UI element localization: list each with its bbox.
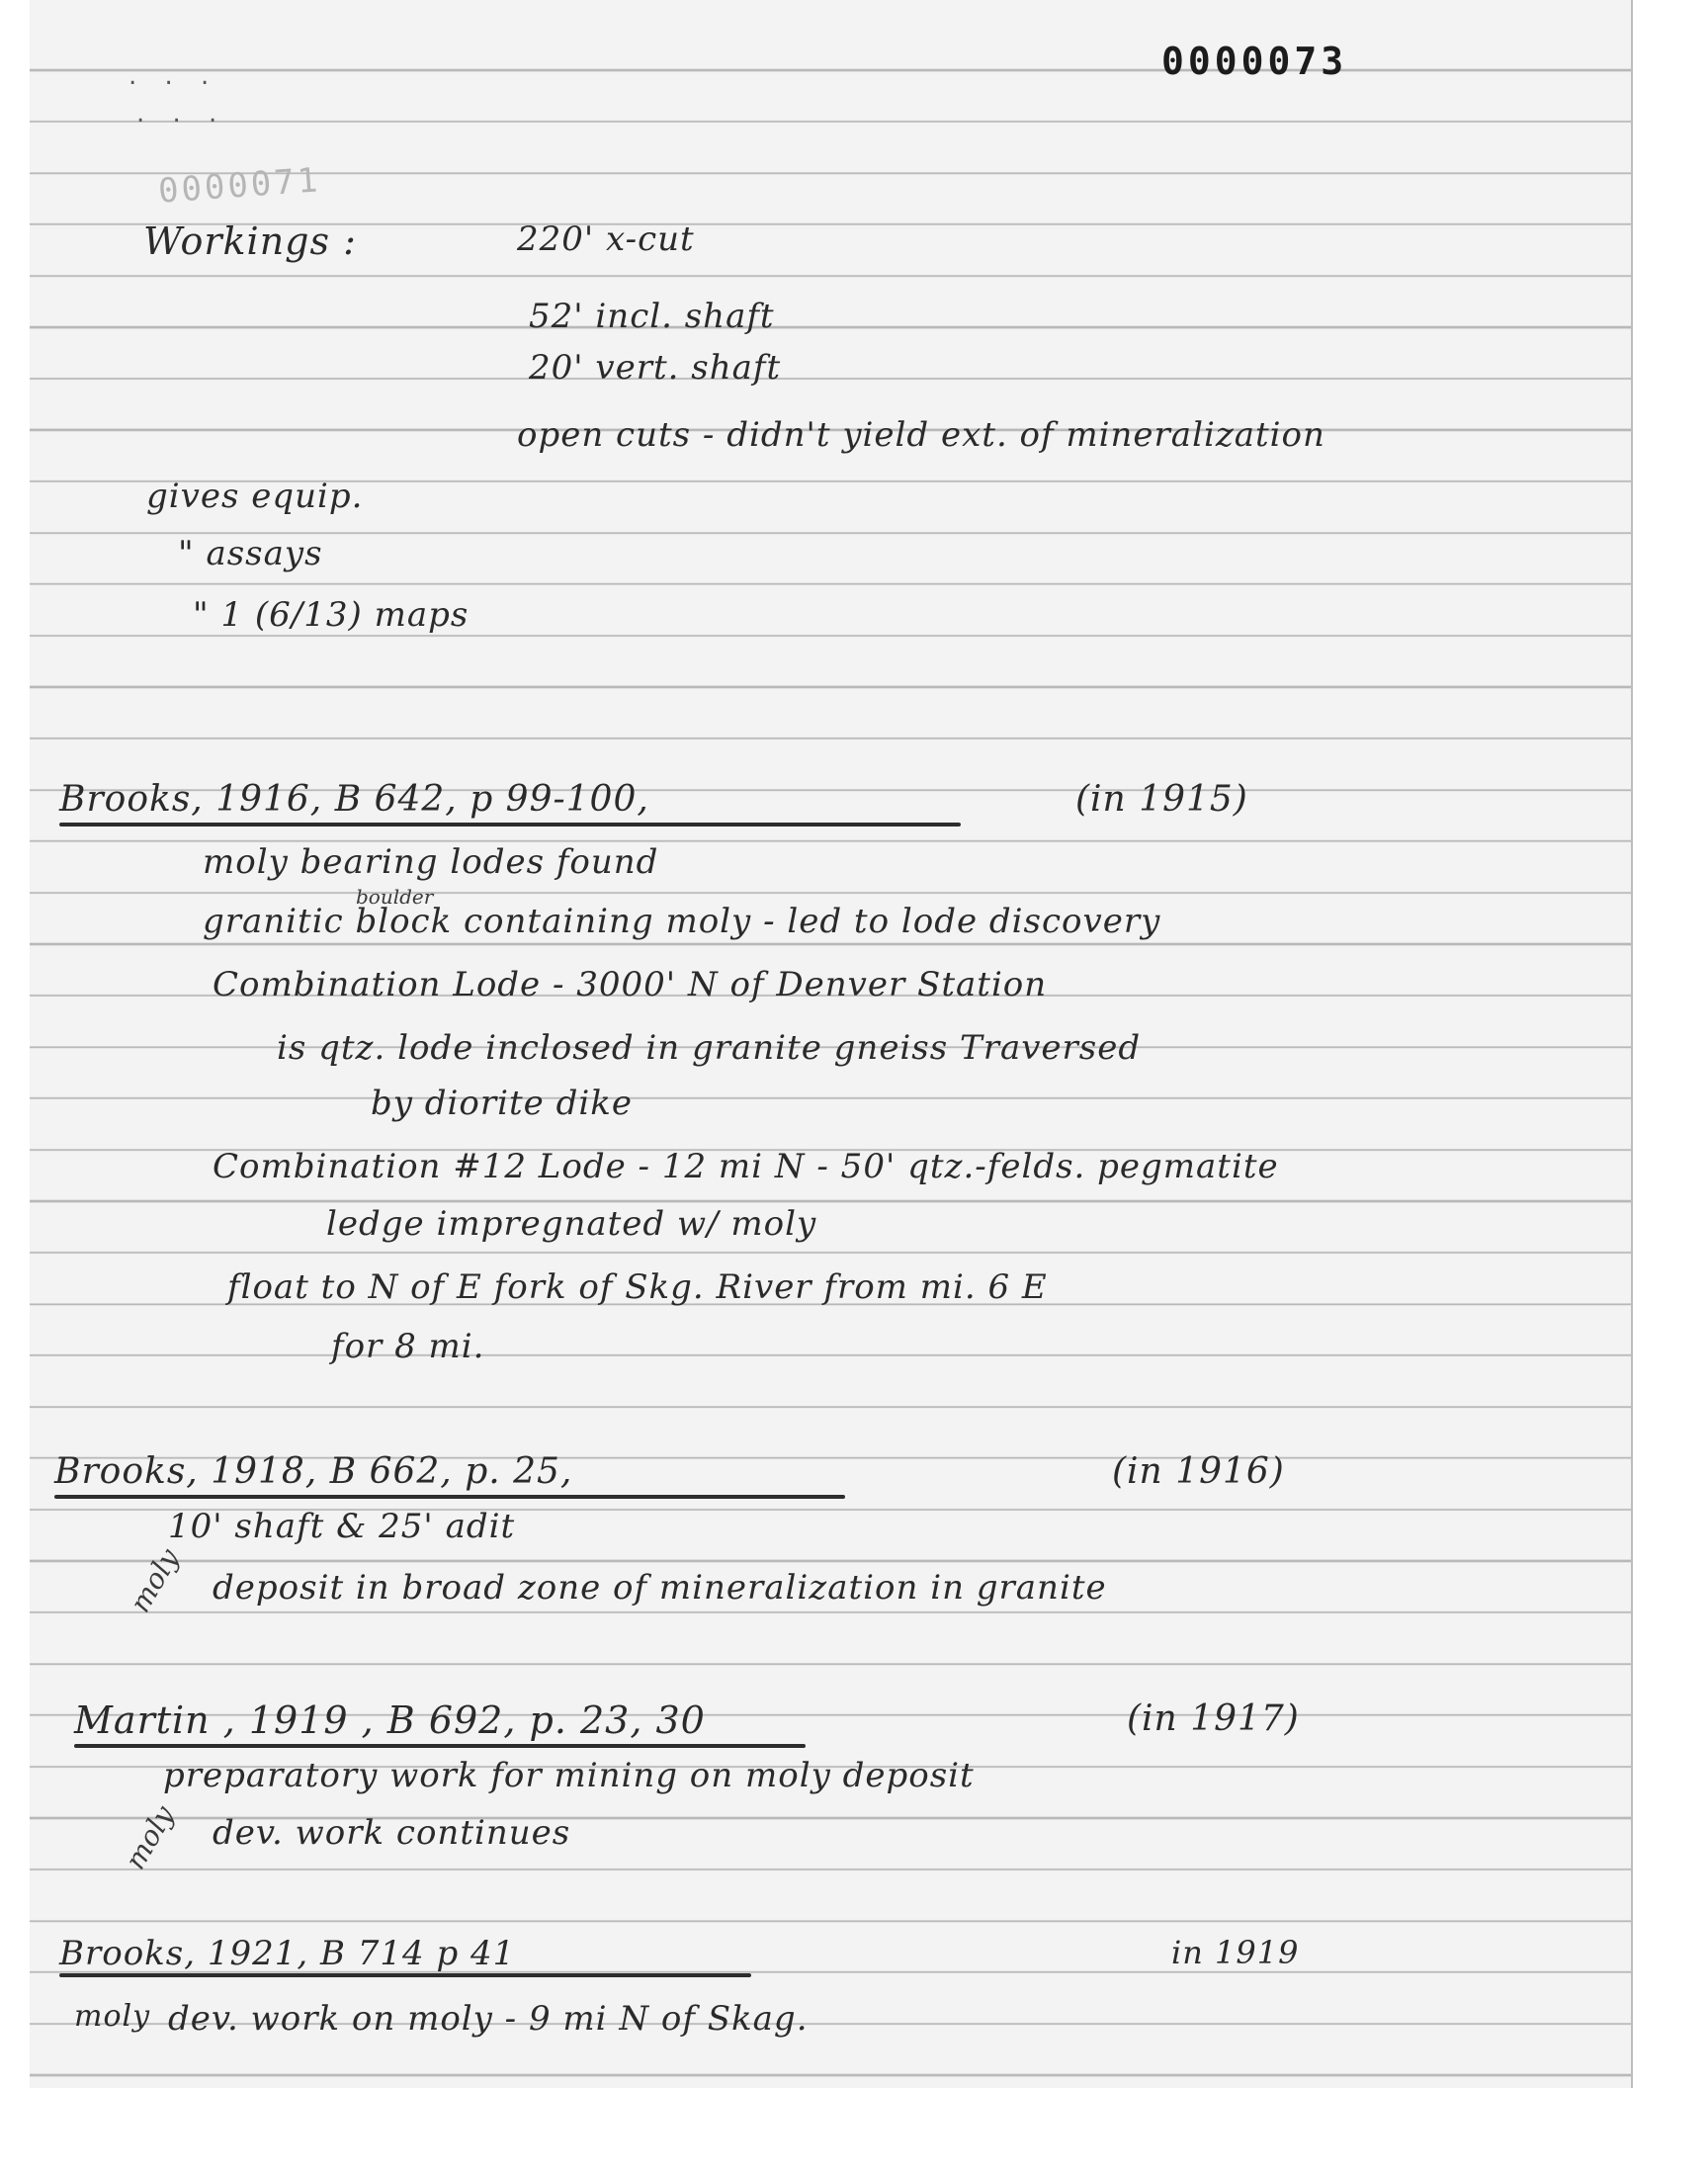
- notebook-page: [30, 0, 1631, 2088]
- citation-underline: [74, 1744, 806, 1748]
- workings-item: 220' x-cut: [517, 219, 695, 259]
- citation-year-note: in 1919: [1171, 1934, 1300, 1971]
- citation: Brooks, 1916, B 642, p 99-100,: [59, 779, 649, 820]
- citation-year-note: (in 1917): [1127, 1698, 1300, 1739]
- margin-note: moly: [124, 1542, 186, 1618]
- citation: Brooks, 1921, B 714 p 41: [59, 1934, 516, 1973]
- note-line: preparatory work for mining on moly deposit: [163, 1756, 975, 1795]
- note-line: granitic block containing moly - led to lode discovery: [203, 902, 1161, 941]
- page-number-stamp: 0000073: [1161, 40, 1348, 83]
- citation-underline: [54, 1495, 845, 1499]
- gives-line: " assays: [178, 534, 323, 573]
- corner-marks-2: . . .: [136, 99, 227, 129]
- citation: Martin , 1919 , B 692, p. 23, 30: [74, 1698, 706, 1742]
- note-line: ledge impregnated w/ moly: [326, 1204, 817, 1244]
- workings-label: Workings :: [143, 219, 357, 263]
- corner-marks: . . .: [128, 61, 219, 91]
- note-line: for 8 mi.: [331, 1327, 485, 1366]
- note-line: deposit in broad zone of mineralization in granite: [213, 1568, 1107, 1608]
- note-line: Combination #12 Lode - 12 mi N - 50' qtz.-felds. pegmatite: [213, 1147, 1279, 1186]
- gives-line: " 1 (6/13) maps: [193, 595, 470, 635]
- note-line: dev. work continues: [213, 1813, 571, 1853]
- workings-item: 52' incl. shaft: [529, 297, 775, 336]
- margin-note: moly: [74, 1999, 151, 2034]
- citation: Brooks, 1918, B 662, p. 25,: [54, 1451, 573, 1492]
- citation-year-note: (in 1915): [1075, 779, 1248, 820]
- note-line: dev. work on moly - 9 mi N of Skag.: [168, 1999, 809, 2039]
- citation-underline: [59, 823, 961, 826]
- citation-underline: [59, 1973, 751, 1977]
- insertion-note: boulder: [356, 885, 434, 909]
- citation-year-note: (in 1916): [1112, 1451, 1285, 1492]
- note-line: moly bearing lodes found: [203, 842, 659, 882]
- note-line: by diorite dike: [371, 1084, 633, 1123]
- note-line: is qtz. lode inclosed in granite gneiss Traversed: [277, 1028, 1142, 1068]
- gives-line: gives equip.: [146, 477, 364, 516]
- note-line: float to N of E fork of Skg. River from mi. 6 E: [227, 1267, 1048, 1307]
- bleed-through-number: 0000071: [156, 160, 322, 212]
- note-line: 10' shaft & 25' adit: [168, 1507, 516, 1546]
- margin-note: moly: [119, 1799, 181, 1875]
- note-line: Combination Lode - 3000' N of Denver Station: [213, 965, 1048, 1004]
- workings-item: 20' vert. shaft: [529, 348, 782, 388]
- workings-item: open cuts - didn't yield ext. of mineralization: [517, 415, 1325, 455]
